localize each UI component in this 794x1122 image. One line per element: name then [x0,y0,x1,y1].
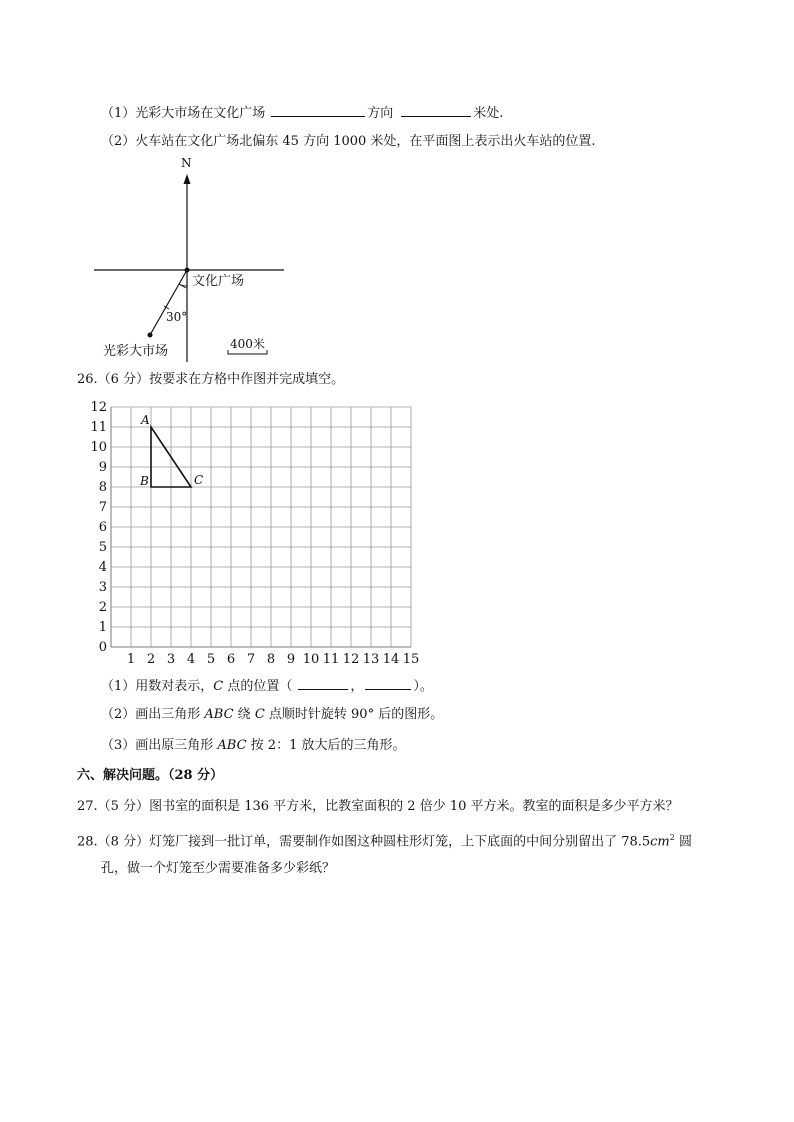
y-tick-label: 12 [90,400,107,415]
q26-sub1-prefix: （1）用数对表示， [101,679,214,694]
x-tick-label: 14 [382,652,400,667]
q26-sub3-prefix: （3）画出原三角形 [101,738,218,753]
y-tick-label: 2 [98,600,107,615]
x-tick-label: 12 [342,652,360,667]
q28-unit: cm [650,834,670,850]
q27: 27.（5 分）图书室的面积是 136 平方米，比教室面积的 2 倍少 10 平方米。教室的面积是多少平方米？ [77,799,679,814]
x-tick-label: 5 [206,652,216,667]
answer-blank-c-y[interactable] [365,675,411,690]
q28-line1-suffix: 圆 [674,834,692,850]
q28-line1-prefix: 28.（8 分）灯笼厂接到一批订单，需要制作如图这种圆柱形灯笼，上下底面的中间分别留出了 78.5 [77,834,651,850]
q26-sub3-suffix: 按 2：1 放大后的三角形。 [246,738,406,753]
angle-label: 30° [166,310,188,324]
y-tick-label: 0 [98,640,107,655]
q26-sub1-comma: ， [350,679,364,694]
y-tick-label: 7 [98,500,107,515]
x-tick-label: 3 [166,652,176,667]
q26-sub2-mid: 绕 [233,707,255,722]
vertex-a-label: A [141,413,150,427]
q26-title: 26.（6 分）按要求在方格中作图并完成填空。 [77,372,345,387]
y-tick-label: 11 [90,420,107,435]
y-tick-label: 1 [98,620,107,635]
x-tick-label: 13 [362,652,380,667]
x-tick-label: 8 [266,652,276,667]
x-tick-label: 10 [302,652,320,667]
q28-line1 [77,829,692,851]
answer-blank-c-x[interactable] [298,675,348,690]
q26-sub1 [101,675,433,696]
y-tick-label: 3 [98,580,107,595]
q26-sub2-var: ABC [204,707,234,722]
x-tick-label: 1 [126,652,136,667]
q28-unit-exponent: 2 [669,833,675,842]
x-axis-labels [127,652,419,667]
y-axis-labels [90,400,107,655]
q25-sub2: （2）火车站在文化广场北偏东 45 方向 1000 米处，在平面图上表示出火车站的位置. [101,134,596,149]
y-tick-label: 6 [98,520,107,535]
q26-sub1-mid: 点的位置（ [223,679,293,694]
x-tick-label: 11 [322,652,340,667]
y-tick-label: 5 [98,540,107,555]
x-tick-label: 7 [246,652,256,667]
x-tick-label: 9 [286,652,296,667]
market-label: 光彩大市场 [103,344,169,359]
q26-sub1-var: C [213,679,224,694]
q26-sub3-var: ABC [217,738,247,753]
q26-sub2-suffix: 点顺时针旋转 90° 后的图形。 [264,707,444,722]
vertex-b-label: B [140,474,149,488]
x-tick-label: 6 [226,652,236,667]
q25-sub1-prefix: （1）光彩大市场在文化广场 [101,106,266,121]
q26-sub1-suffix: ）。 [413,679,433,694]
y-tick-label: 8 [98,480,107,495]
x-tick-label: 4 [186,652,196,667]
vertex-c-label: C [194,473,204,487]
q28-line2: 孔，做一个灯笼至少需要准备多少彩纸？ [101,861,336,876]
q25-sub1-suffix: 米处. [473,106,504,121]
grid-lines [111,407,411,647]
north-label: N [181,156,192,170]
scale-label: 400米 [230,337,265,351]
q25-sub1-mid: 方向 [367,106,394,121]
q26-sub2 [101,706,443,724]
y-tick-label: 10 [90,440,107,455]
q26-sub3 [101,737,406,755]
x-tick-label: 2 [146,652,156,667]
q26-sub2-var2: C [254,707,265,722]
y-tick-label: 9 [98,460,107,475]
y-tick-label: 4 [98,560,107,575]
center-label: 文化广场 [192,274,245,289]
section-6-heading: 六、解决问题。（28 分） [77,768,224,783]
q26-sub2-prefix: （2）画出三角形 [101,707,205,722]
x-tick-label: 15 [402,652,420,667]
